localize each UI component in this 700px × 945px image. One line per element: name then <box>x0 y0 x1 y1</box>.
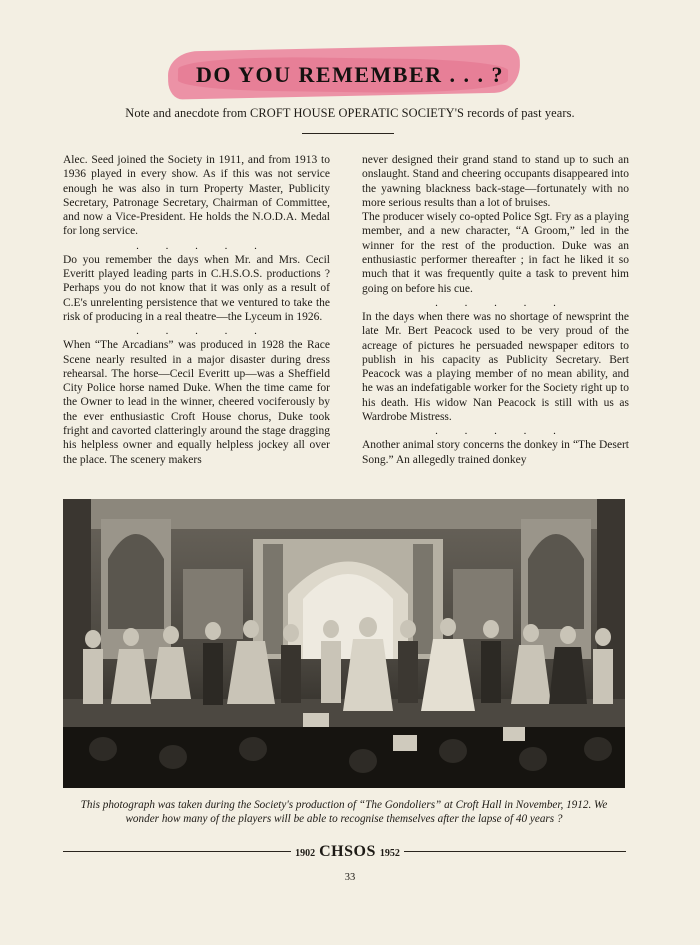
dot-separator: . . . . . <box>136 239 269 252</box>
paragraph-everitt: Do you remember the days when Mr. and Mrs. Cecil Everitt played leading parts in C.H.S.O.S. productions ? Perhaps you do not know that it was only as a result of C.E's unrelenting persistence that we ventured to take the risk of producing in a real theatre—the Lyceum in 1926. <box>63 253 330 323</box>
page-subtitle: Note and anecdote from CROFT HOUSE OPERATIC SOCIETY'S records of past years. <box>125 106 575 120</box>
photo-caption: This photograph was taken during the Society's production of “The Gondoliers” at Croft Hall in November, 1912. We wonder how many of the players will be able to recognise themselves after the lapse of 40 years ? <box>80 799 608 826</box>
dot-separator: . . . . . <box>435 296 568 309</box>
dot-separator: . . . . . <box>136 325 269 338</box>
footer-org: CHSOS <box>319 843 376 860</box>
footer-rule-right <box>404 851 626 852</box>
paragraph-alec-seed: Alec. Seed joined the Society in 1911, and from 1913 to 1936 played in every show. As if this was not service enough he was also in turn Property Master, Publicity Secretary, Patronage Secretary, Chairman of Committee, and now a Vice-President. He holds the N.O.D.A. Medal for long service. <box>63 154 330 238</box>
footer-year-start: 1902 <box>295 848 316 859</box>
dot-separator: . . . . . <box>435 425 568 438</box>
stage-scene-illustration <box>63 499 625 788</box>
right-column <box>362 153 629 467</box>
footer-year-end: 1952 <box>379 848 400 859</box>
footer-rule-left <box>63 851 291 852</box>
paragraph-grandstand: never designed their grand stand to stand up to such an onslaught. Stand and cheering occupants disappeared into the yawning blackness back-stage—fortunately with no more serious results than a lot of bruises. <box>362 154 629 209</box>
page-title: DO YOU REMEMBER . . . ? <box>195 62 505 87</box>
page-number: 33 <box>344 872 356 883</box>
paragraph-donkey: Another animal story concerns the donkey in “The Desert Song.” An allegedly trained donkey <box>362 439 629 466</box>
paragraph-police-sgt: The producer wisely co-opted Police Sgt. Fry as a playing member, and a new character, “A Groom,” led in the winner for the rest of the production. Duke was an enthusiastic performer thereafter ; in fact he liked it so much that it was frequently quite a task to prevent him going on before his cue. <box>362 211 629 295</box>
left-column <box>63 153 330 467</box>
footer-masthead <box>291 843 404 861</box>
paragraph-peacock: In the days when there was no shortage of newsprint the late Mr. Bert Peacock used to be very proud of the acreage of pictures he persuaded newspaper editors to publish in his capacity as Publicity Secretary. Bert Peacock was a playing member of no mean ability, and he was an indefatigable worker for the Society right up to his death. His widow Nan Peacock is still with us as Wardrobe Mistress. <box>362 310 629 424</box>
production-photo <box>63 499 625 788</box>
paragraph-arcadians: When “The Arcadians” was produced in 1928 the Race Scene nearly resulted in a major disaster during dress rehearsal. The horse—Cecil Everitt up—was a Sheffield City Police horse named Duke. When the time came for the Owner to lead in the winner, cheered vociferously by the ever enthusiastic Croft House chorus, Duke took fright and cavorted clatteringly around the stage dragging his helpless owner and equally helpless jockey all over the place. The scenery makers <box>63 339 330 466</box>
title-divider <box>302 133 394 134</box>
